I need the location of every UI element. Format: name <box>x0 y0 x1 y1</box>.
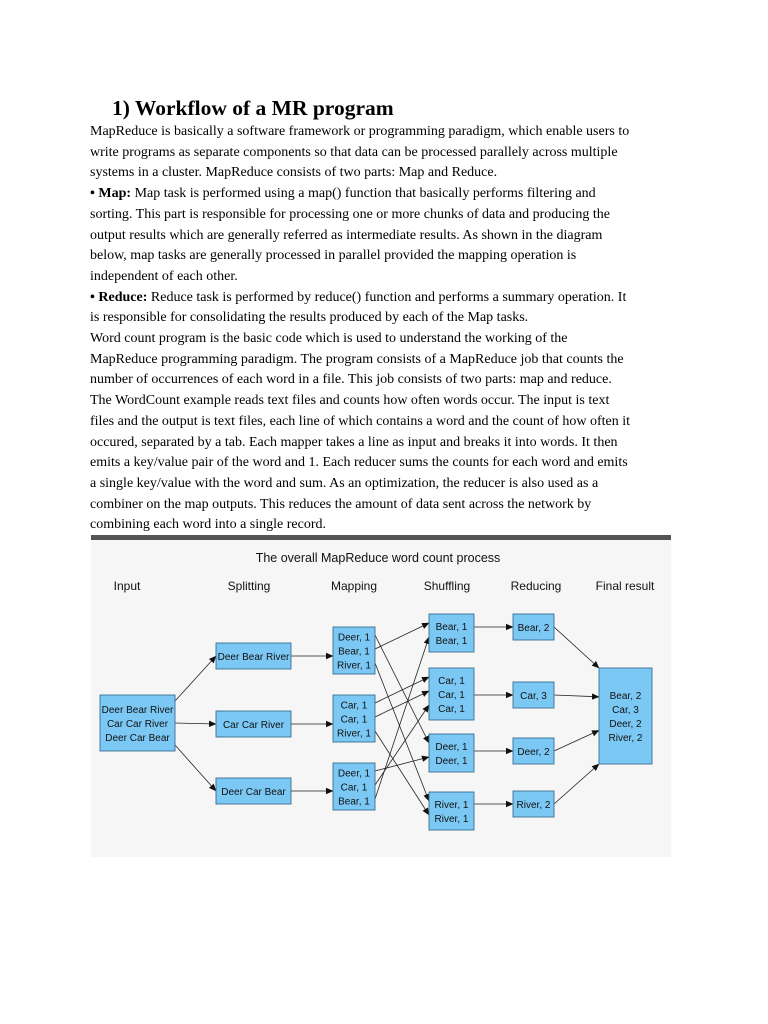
shuffle-box-text: Deer, 1 <box>435 755 468 767</box>
shuffle-box-text: Car, 1 <box>438 689 465 701</box>
reduce-box-text: Car, 3 <box>520 690 547 702</box>
body-line <box>90 288 690 309</box>
body-line <box>90 350 690 371</box>
diagram-title: The overall MapReduce word count process <box>255 551 501 565</box>
stage-header-splitting: Splitting <box>227 579 271 593</box>
body-line <box>90 474 690 495</box>
shuffle-box-text: Car, 1 <box>438 703 465 715</box>
diagram-top-rule <box>91 535 671 540</box>
body-line-text: MapReduce programming paradigm. The program consists of a MapReduce job that counts the <box>90 351 624 367</box>
mapreduce-diagram <box>91 535 671 857</box>
body-line <box>90 308 690 329</box>
body-line <box>90 267 690 288</box>
map-box-text: Car, 1 <box>340 700 368 712</box>
shuffle-box-text: River, 1 <box>434 799 469 811</box>
body-line-text: The WordCount example reads text files and counts how often words occur. The input is text <box>90 393 610 409</box>
body-line <box>90 495 690 516</box>
stage-header-reducing: Reducing <box>510 579 562 593</box>
body-line-lead: • Map: <box>90 186 132 202</box>
shuffle-box-text: Deer, 1 <box>435 741 468 753</box>
body-line-text: a single key/value with the word and sum. As an optimization, the reducer is also used as a <box>90 475 599 491</box>
body-line <box>90 370 690 391</box>
input-box-text: Car Car River <box>106 718 169 730</box>
body-line-text: below, map tasks are generally processed in parallel provided the mapping operation is <box>90 248 577 264</box>
final-box-text: River, 2 <box>608 732 643 744</box>
map-box-text: Bear, 1 <box>338 796 370 808</box>
body-line-text: combiner on the map outputs. This reduces the amount of data sent across the network by <box>90 496 592 512</box>
body-line-text: output results which are generally referred as intermediate results. As shown in the diagram <box>90 227 603 243</box>
body-line-text: emits a key/value pair of the word and 1. Each reducer sums the counts for each word and emits <box>90 455 628 471</box>
final-box <box>599 668 652 764</box>
split-box-text: Deer Bear River <box>217 651 290 663</box>
body-line-text: systems in a cluster. MapReduce consists of two parts: Map and Reduce. <box>90 165 498 181</box>
body-line-text: number of occurrences of each word in a file. This job consists of two parts: map and reduce. <box>90 372 612 388</box>
body-line <box>90 412 690 433</box>
reduce-box-text: Deer, 2 <box>517 746 550 758</box>
shuffle-box-text: Bear, 1 <box>435 635 468 647</box>
body-line <box>90 184 690 205</box>
body-line-text: files and the output is text files, each line of which contains a word and the count of how often it <box>90 413 631 429</box>
split-box-text: Deer Car Bear <box>221 786 286 798</box>
body-line <box>90 515 690 536</box>
input-box-text: Deer Car Bear <box>105 732 170 744</box>
section-heading: 1) Workflow of a MR program <box>112 96 394 120</box>
body-line-text: independent of each other. <box>90 268 238 284</box>
stage-header-shuffling: Shuffling <box>423 579 471 593</box>
map-box-text: River, 1 <box>337 728 371 740</box>
map-box-text: Bear, 1 <box>338 646 370 658</box>
body-line <box>90 329 690 350</box>
body-line-text: MapReduce is basically a software framework or programming paradigm, which enable users to <box>90 124 630 139</box>
map-box-text: Deer, 1 <box>337 768 371 780</box>
body-line <box>90 226 690 247</box>
body-line-text: Word count program is the basic code which is used to understand the working of the <box>90 331 568 347</box>
map-box-text: Car, 1 <box>340 714 368 726</box>
body-line <box>90 246 690 267</box>
body-line-text: combining each word into a single record. <box>90 517 326 533</box>
stage-header-input: Input <box>113 579 141 593</box>
map-box-text: Car, 1 <box>340 782 368 794</box>
body-line <box>90 122 690 143</box>
final-box-text: Bear, 2 <box>609 690 642 702</box>
body-line <box>90 143 690 164</box>
mapreduce-diagram-svg <box>91 535 671 857</box>
stage-header-mapping: Mapping <box>330 579 378 593</box>
shuffle-box-text: Bear, 1 <box>435 621 468 633</box>
body-line-text: Map task is performed using a map() function that basically performs filtering and <box>131 186 596 202</box>
body-line <box>90 391 690 412</box>
final-box-text: Car, 3 <box>612 704 639 716</box>
body-line <box>90 453 690 474</box>
reduce-box-text: River, 2 <box>516 799 551 811</box>
body-line <box>90 163 690 184</box>
body-line-text: is responsible for consolidating the results produced by each of the Map tasks. <box>90 310 529 326</box>
final-box-text: Deer, 2 <box>609 718 642 730</box>
reduce-box-text: Bear, 2 <box>517 622 550 634</box>
body-line-text: Reduce task is performed by reduce() function and performs a summary operation. It <box>147 289 627 305</box>
stage-header-final: Final result <box>595 579 655 593</box>
body-line-text: occured, separated by a tab. Each mapper takes a line as input and breaks it into words. It then <box>90 434 618 450</box>
body-text <box>90 122 690 536</box>
body-line-text: write programs as separate components so that data can be processed parallely across multiple <box>90 144 618 160</box>
map-box-text: Deer, 1 <box>337 632 371 644</box>
body-line <box>90 433 690 454</box>
body-line-text: sorting. This part is responsible for processing one or more chunks of data and producing the <box>90 206 610 222</box>
body-line-lead: • Reduce: <box>90 289 148 305</box>
map-box-text: River, 1 <box>337 660 371 672</box>
shuffle-box-text: River, 1 <box>434 813 469 825</box>
shuffle-box-text: Car, 1 <box>438 675 465 687</box>
body-line <box>90 205 690 226</box>
split-box-text: Car Car River <box>222 719 285 731</box>
input-box-text: Deer Bear River <box>101 704 174 716</box>
